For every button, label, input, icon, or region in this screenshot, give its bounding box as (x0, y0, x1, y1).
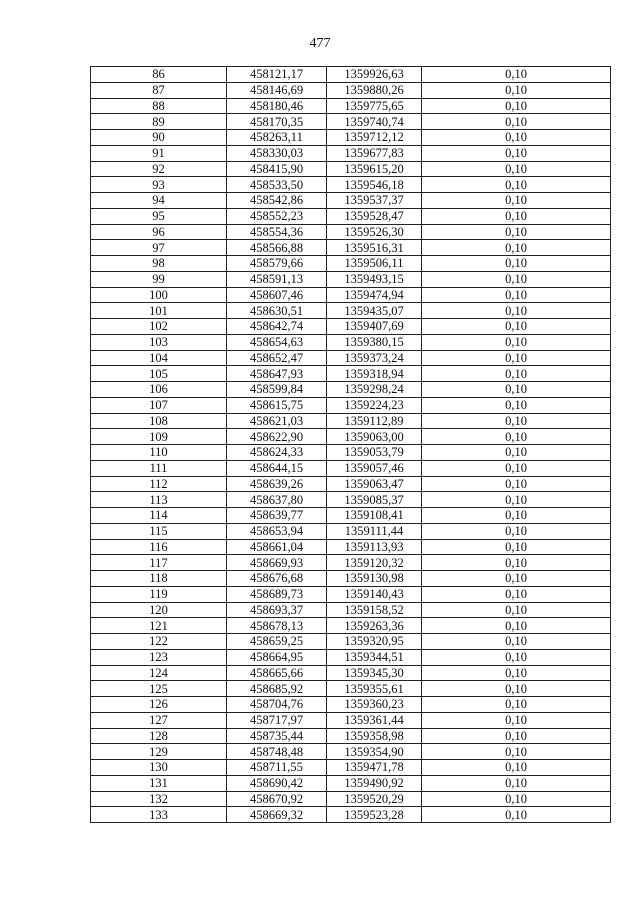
coordinates-table-body (91, 67, 611, 823)
point-number-cell: 118 (91, 571, 227, 587)
y-coordinate-cell: 1359516,31 (327, 240, 422, 256)
x-coordinate-cell: 458685,92 (227, 681, 327, 697)
value-cell: 0,10 (422, 145, 611, 161)
point-number-cell: 129 (91, 744, 227, 760)
value-cell: 0,10 (422, 476, 611, 492)
y-coordinate-cell: 1359263,36 (327, 618, 422, 634)
y-coordinate-cell: 1359520,29 (327, 791, 422, 807)
x-coordinate-cell: 458607,46 (227, 287, 327, 303)
point-number-cell: 97 (91, 240, 227, 256)
point-number-cell: 109 (91, 429, 227, 445)
y-coordinate-cell: 1359775,65 (327, 98, 422, 114)
x-coordinate-cell: 458415,90 (227, 161, 327, 177)
y-coordinate-cell: 1359435,07 (327, 303, 422, 319)
y-coordinate-cell: 1359113,93 (327, 539, 422, 555)
y-coordinate-cell: 1359523,28 (327, 807, 422, 823)
value-cell: 0,10 (422, 728, 611, 744)
y-coordinate-cell: 1359471,78 (327, 760, 422, 776)
point-number-cell: 126 (91, 697, 227, 713)
table-row (91, 634, 611, 650)
table-row (91, 334, 611, 350)
table-row (91, 397, 611, 413)
value-cell: 0,10 (422, 240, 611, 256)
x-coordinate-cell: 458689,73 (227, 586, 327, 602)
value-cell: 0,10 (422, 523, 611, 539)
x-coordinate-cell: 458642,74 (227, 319, 327, 335)
x-coordinate-cell: 458180,46 (227, 98, 327, 114)
point-number-cell: 131 (91, 775, 227, 791)
y-coordinate-cell: 1359298,24 (327, 382, 422, 398)
y-coordinate-cell: 1359407,69 (327, 319, 422, 335)
point-number-cell: 110 (91, 445, 227, 461)
value-cell: 0,10 (422, 334, 611, 350)
y-coordinate-cell: 1359112,89 (327, 413, 422, 429)
value-cell: 0,10 (422, 350, 611, 366)
x-coordinate-cell: 458670,92 (227, 791, 327, 807)
value-cell: 0,10 (422, 807, 611, 823)
table-row (91, 429, 611, 445)
table-row (91, 681, 611, 697)
value-cell: 0,10 (422, 397, 611, 413)
table-row (91, 697, 611, 713)
point-number-cell: 102 (91, 319, 227, 335)
table-row (91, 240, 611, 256)
x-coordinate-cell: 458748,48 (227, 744, 327, 760)
value-cell: 0,10 (422, 618, 611, 634)
table-row (91, 82, 611, 98)
point-number-cell: 122 (91, 634, 227, 650)
table-row (91, 161, 611, 177)
table-row (91, 571, 611, 587)
table-row (91, 350, 611, 366)
point-number-cell: 101 (91, 303, 227, 319)
table-row (91, 602, 611, 618)
y-coordinate-cell: 1359490,92 (327, 775, 422, 791)
table-row (91, 319, 611, 335)
point-number-cell: 121 (91, 618, 227, 634)
point-number-cell: 103 (91, 334, 227, 350)
x-coordinate-cell: 458263,11 (227, 130, 327, 146)
page-number: 477 (309, 36, 331, 51)
point-number-cell: 104 (91, 350, 227, 366)
y-coordinate-cell: 1359880,26 (327, 82, 422, 98)
value-cell: 0,10 (422, 492, 611, 508)
x-coordinate-cell: 458678,13 (227, 618, 327, 634)
x-coordinate-cell: 458639,77 (227, 508, 327, 524)
point-number-cell: 91 (91, 145, 227, 161)
x-coordinate-cell: 458630,51 (227, 303, 327, 319)
table-row (91, 775, 611, 791)
point-number-cell: 128 (91, 728, 227, 744)
y-coordinate-cell: 1359053,79 (327, 445, 422, 461)
point-number-cell: 89 (91, 114, 227, 130)
y-coordinate-cell: 1359361,44 (327, 712, 422, 728)
x-coordinate-cell: 458146,69 (227, 82, 327, 98)
y-coordinate-cell: 1359354,90 (327, 744, 422, 760)
value-cell: 0,10 (422, 114, 611, 130)
value-cell: 0,10 (422, 366, 611, 382)
value-cell: 0,10 (422, 130, 611, 146)
table-row (91, 256, 611, 272)
point-number-cell: 105 (91, 366, 227, 382)
x-coordinate-cell: 458690,42 (227, 775, 327, 791)
y-coordinate-cell: 1359130,98 (327, 571, 422, 587)
table-row (91, 760, 611, 776)
y-coordinate-cell: 1359063,47 (327, 476, 422, 492)
value-cell: 0,10 (422, 508, 611, 524)
value-cell: 0,10 (422, 413, 611, 429)
point-number-cell: 87 (91, 82, 227, 98)
x-coordinate-cell: 458552,23 (227, 208, 327, 224)
value-cell: 0,10 (422, 271, 611, 287)
y-coordinate-cell: 1359108,41 (327, 508, 422, 524)
value-cell: 0,10 (422, 460, 611, 476)
coordinates-table (90, 66, 611, 823)
value-cell: 0,10 (422, 791, 611, 807)
y-coordinate-cell: 1359111,44 (327, 523, 422, 539)
x-coordinate-cell: 458599,84 (227, 382, 327, 398)
point-number-cell: 124 (91, 665, 227, 681)
point-number-cell: 90 (91, 130, 227, 146)
table-row (91, 413, 611, 429)
point-number-cell: 119 (91, 586, 227, 602)
table-row (91, 523, 611, 539)
y-coordinate-cell: 1359085,37 (327, 492, 422, 508)
value-cell: 0,10 (422, 744, 611, 760)
table-row (91, 476, 611, 492)
x-coordinate-cell: 458170,35 (227, 114, 327, 130)
table-row (91, 649, 611, 665)
value-cell: 0,10 (422, 177, 611, 193)
value-cell: 0,10 (422, 98, 611, 114)
table-row (91, 224, 611, 240)
y-coordinate-cell: 1359526,30 (327, 224, 422, 240)
x-coordinate-cell: 458647,93 (227, 366, 327, 382)
point-number-cell: 132 (91, 791, 227, 807)
y-coordinate-cell: 1359057,46 (327, 460, 422, 476)
table-row (91, 460, 611, 476)
point-number-cell: 130 (91, 760, 227, 776)
point-number-cell: 111 (91, 460, 227, 476)
point-number-cell: 88 (91, 98, 227, 114)
point-number-cell: 112 (91, 476, 227, 492)
point-number-cell: 117 (91, 555, 227, 571)
y-coordinate-cell: 1359474,94 (327, 287, 422, 303)
value-cell: 0,10 (422, 602, 611, 618)
value-cell: 0,10 (422, 586, 611, 602)
point-number-cell: 133 (91, 807, 227, 823)
x-coordinate-cell: 458664,95 (227, 649, 327, 665)
table-row (91, 586, 611, 602)
value-cell: 0,10 (422, 634, 611, 650)
y-coordinate-cell: 1359740,74 (327, 114, 422, 130)
table-row (91, 303, 611, 319)
point-number-cell: 116 (91, 539, 227, 555)
x-coordinate-cell: 458533,50 (227, 177, 327, 193)
x-coordinate-cell: 458621,03 (227, 413, 327, 429)
x-coordinate-cell: 458669,93 (227, 555, 327, 571)
x-coordinate-cell: 458659,25 (227, 634, 327, 650)
y-coordinate-cell: 1359373,24 (327, 350, 422, 366)
table-row (91, 67, 611, 83)
x-coordinate-cell: 458622,90 (227, 429, 327, 445)
table-row (91, 271, 611, 287)
x-coordinate-cell: 458639,26 (227, 476, 327, 492)
point-number-cell: 120 (91, 602, 227, 618)
x-coordinate-cell: 458661,04 (227, 539, 327, 555)
point-number-cell: 106 (91, 382, 227, 398)
table-row (91, 728, 611, 744)
x-coordinate-cell: 458554,36 (227, 224, 327, 240)
x-coordinate-cell: 458693,37 (227, 602, 327, 618)
point-number-cell: 93 (91, 177, 227, 193)
x-coordinate-cell: 458542,86 (227, 193, 327, 209)
value-cell: 0,10 (422, 319, 611, 335)
y-coordinate-cell: 1359344,51 (327, 649, 422, 665)
table-row (91, 114, 611, 130)
point-number-cell: 114 (91, 508, 227, 524)
point-number-cell: 123 (91, 649, 227, 665)
x-coordinate-cell: 458704,76 (227, 697, 327, 713)
value-cell: 0,10 (422, 67, 611, 83)
table-row (91, 618, 611, 634)
point-number-cell: 107 (91, 397, 227, 413)
x-coordinate-cell: 458615,75 (227, 397, 327, 413)
value-cell: 0,10 (422, 303, 611, 319)
point-number-cell: 108 (91, 413, 227, 429)
y-coordinate-cell: 1359380,15 (327, 334, 422, 350)
value-cell: 0,10 (422, 649, 611, 665)
value-cell: 0,10 (422, 208, 611, 224)
point-number-cell: 125 (91, 681, 227, 697)
value-cell: 0,10 (422, 161, 611, 177)
y-coordinate-cell: 1359926,63 (327, 67, 422, 83)
y-coordinate-cell: 1359140,43 (327, 586, 422, 602)
value-cell: 0,10 (422, 681, 611, 697)
x-coordinate-cell: 458654,63 (227, 334, 327, 350)
table-row (91, 791, 611, 807)
table-row (91, 287, 611, 303)
value-cell: 0,10 (422, 429, 611, 445)
y-coordinate-cell: 1359158,52 (327, 602, 422, 618)
value-cell: 0,10 (422, 82, 611, 98)
table-row (91, 665, 611, 681)
point-number-cell: 115 (91, 523, 227, 539)
table-row (91, 98, 611, 114)
x-coordinate-cell: 458669,32 (227, 807, 327, 823)
x-coordinate-cell: 458121,17 (227, 67, 327, 83)
y-coordinate-cell: 1359537,37 (327, 193, 422, 209)
x-coordinate-cell: 458330,03 (227, 145, 327, 161)
point-number-cell: 96 (91, 224, 227, 240)
table-row (91, 130, 611, 146)
x-coordinate-cell: 458653,94 (227, 523, 327, 539)
table-row (91, 712, 611, 728)
x-coordinate-cell: 458579,66 (227, 256, 327, 272)
y-coordinate-cell: 1359712,12 (327, 130, 422, 146)
value-cell: 0,10 (422, 775, 611, 791)
y-coordinate-cell: 1359345,30 (327, 665, 422, 681)
point-number-cell: 98 (91, 256, 227, 272)
coordinates-table-container (90, 66, 611, 823)
x-coordinate-cell: 458717,97 (227, 712, 327, 728)
value-cell: 0,10 (422, 256, 611, 272)
table-row (91, 208, 611, 224)
y-coordinate-cell: 1359615,20 (327, 161, 422, 177)
table-row (91, 382, 611, 398)
y-coordinate-cell: 1359360,23 (327, 697, 422, 713)
x-coordinate-cell: 458665,66 (227, 665, 327, 681)
table-row (91, 539, 611, 555)
x-coordinate-cell: 458637,80 (227, 492, 327, 508)
y-coordinate-cell: 1359506,11 (327, 256, 422, 272)
table-row (91, 807, 611, 823)
value-cell: 0,10 (422, 712, 611, 728)
table-row (91, 555, 611, 571)
y-coordinate-cell: 1359358,98 (327, 728, 422, 744)
x-coordinate-cell: 458676,68 (227, 571, 327, 587)
table-row (91, 492, 611, 508)
value-cell: 0,10 (422, 224, 611, 240)
value-cell: 0,10 (422, 193, 611, 209)
value-cell: 0,10 (422, 539, 611, 555)
table-row (91, 145, 611, 161)
value-cell: 0,10 (422, 571, 611, 587)
y-coordinate-cell: 1359677,83 (327, 145, 422, 161)
point-number-cell: 86 (91, 67, 227, 83)
value-cell: 0,10 (422, 287, 611, 303)
y-coordinate-cell: 1359493,15 (327, 271, 422, 287)
x-coordinate-cell: 458652,47 (227, 350, 327, 366)
point-number-cell: 113 (91, 492, 227, 508)
y-coordinate-cell: 1359063,00 (327, 429, 422, 445)
point-number-cell: 94 (91, 193, 227, 209)
table-row (91, 508, 611, 524)
table-row (91, 177, 611, 193)
point-number-cell: 95 (91, 208, 227, 224)
y-coordinate-cell: 1359528,47 (327, 208, 422, 224)
value-cell: 0,10 (422, 555, 611, 571)
value-cell: 0,10 (422, 697, 611, 713)
y-coordinate-cell: 1359355,61 (327, 681, 422, 697)
x-coordinate-cell: 458735,44 (227, 728, 327, 744)
x-coordinate-cell: 458591,13 (227, 271, 327, 287)
x-coordinate-cell: 458566,88 (227, 240, 327, 256)
value-cell: 0,10 (422, 445, 611, 461)
y-coordinate-cell: 1359546,18 (327, 177, 422, 193)
x-coordinate-cell: 458624,33 (227, 445, 327, 461)
x-coordinate-cell: 458644,15 (227, 460, 327, 476)
point-number-cell: 99 (91, 271, 227, 287)
point-number-cell: 127 (91, 712, 227, 728)
value-cell: 0,10 (422, 760, 611, 776)
table-row (91, 366, 611, 382)
value-cell: 0,10 (422, 665, 611, 681)
point-number-cell: 100 (91, 287, 227, 303)
x-coordinate-cell: 458711,55 (227, 760, 327, 776)
table-row (91, 445, 611, 461)
table-row (91, 193, 611, 209)
y-coordinate-cell: 1359320,95 (327, 634, 422, 650)
point-number-cell: 92 (91, 161, 227, 177)
value-cell: 0,10 (422, 382, 611, 398)
y-coordinate-cell: 1359120,32 (327, 555, 422, 571)
y-coordinate-cell: 1359224,23 (327, 397, 422, 413)
y-coordinate-cell: 1359318,94 (327, 366, 422, 382)
table-row (91, 744, 611, 760)
